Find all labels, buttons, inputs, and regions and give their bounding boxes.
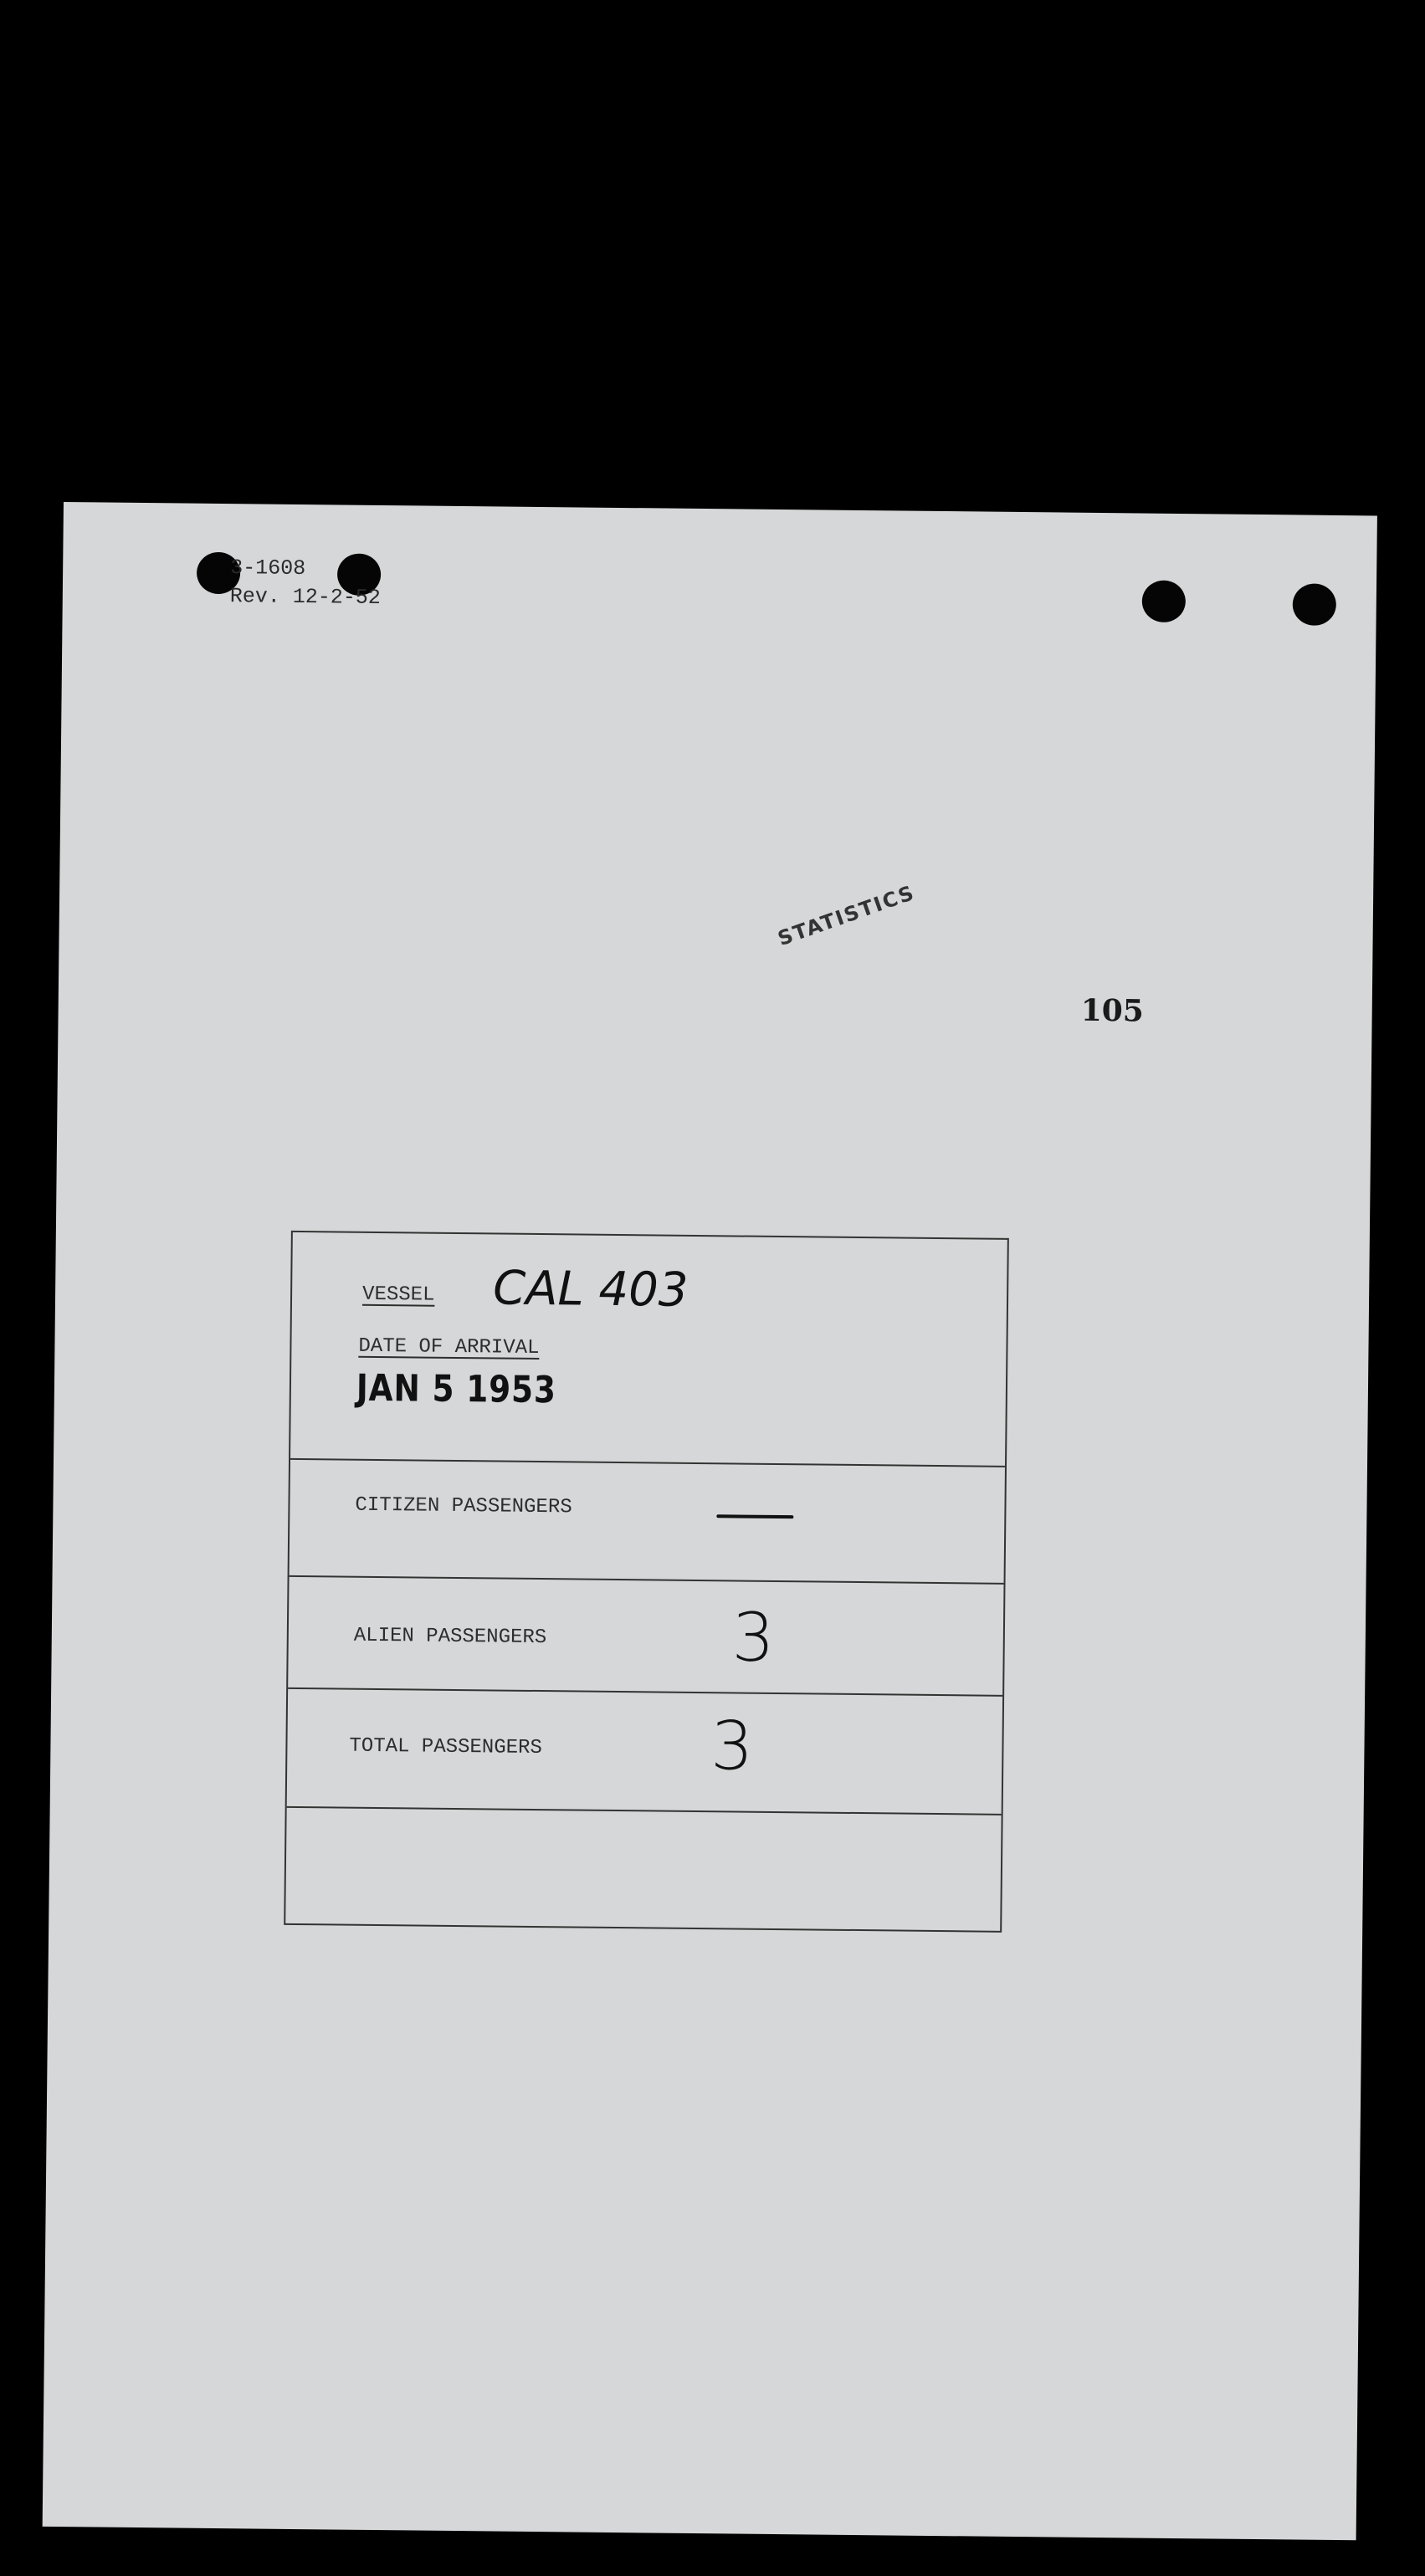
statistics-stamp: STATISTICS [774, 880, 919, 951]
vessel-value: CAL 403 [492, 1261, 689, 1318]
page-number: 105 [1080, 992, 1145, 1029]
citizen-passengers-label: CITIZEN PASSENGERS [355, 1493, 572, 1519]
vessel-section [290, 1232, 1007, 1467]
total-passengers-row [287, 1689, 1002, 1815]
form-number: 3-1608 [230, 556, 306, 581]
form-revision: Rev. 12-2-52 [229, 584, 382, 610]
total-passengers-value: 3 [710, 1707, 754, 1785]
alien-passengers-value: 3 [731, 1598, 776, 1677]
alien-passengers-label: ALIEN PASSENGERS [353, 1624, 547, 1650]
document-page [43, 502, 1377, 2540]
citizen-passengers-value [716, 1514, 793, 1518]
date-of-arrival-value: JAN 5 1953 [356, 1366, 557, 1412]
date-of-arrival-label: DATE OF ARRIVAL [358, 1334, 540, 1360]
citizen-passengers-row [290, 1460, 1005, 1585]
punch-hole-top-right-1 [1142, 581, 1187, 623]
alien-passengers-row [288, 1577, 1003, 1697]
blank-row [285, 1808, 1001, 1931]
vessel-label: VESSEL [361, 1283, 435, 1307]
arrival-record-box [284, 1231, 1009, 1933]
total-passengers-label: TOTAL PASSENGERS [349, 1734, 543, 1760]
form-number-block [230, 554, 382, 612]
punch-hole-top-right-2 [1293, 583, 1337, 626]
